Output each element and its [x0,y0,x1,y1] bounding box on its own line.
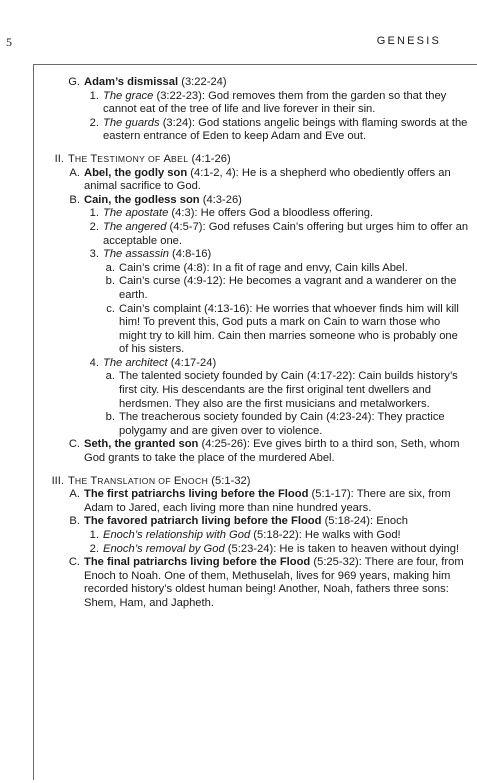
subsection-title: The favored patriarch living before the Flood [84,515,322,528]
subsection-ref: (5:1-17): There are six, from Adam to Jared, each living more than nine hundred years. [84,488,451,514]
subsection-text [84,167,470,194]
outline-subitem [40,370,470,411]
subsection [40,515,470,529]
subitem-letter: a. [105,370,115,383]
item-title: The architect [103,356,168,369]
item-body: (4:5-7): God refuses Cain’s offering but urges him to offer an acceptable one. [103,220,469,247]
item-number: 1. [89,207,99,220]
item-number: 1. [89,529,99,541]
section-gap [40,466,470,475]
subitem-letter: c. [106,302,115,315]
item-text [103,357,470,371]
item-body: (4:8-16) [168,248,212,261]
subsection-text [84,488,470,515]
subsection-text [84,515,470,529]
subsection-letter: A. [69,166,80,179]
subitem-text: Cain’s crime (4:8): In a fit of rage and envy, Cain kills Abel. [119,261,408,274]
outline-subitem [40,262,470,276]
outline-content [40,76,470,611]
subsection-letter: B. [69,193,80,206]
item-text [103,543,470,557]
section-title: THE TESTIMONY OF ABEL (4:1-26) [68,152,231,165]
item-number: 3. [89,248,99,261]
subsection [40,167,470,194]
subsection-letter: C. [68,438,80,451]
subsection [40,556,470,610]
item-body: (5:23-24): He is taken to heaven without dying! [224,542,460,555]
item-text [103,529,470,543]
subitem-text: Cain’s complaint (4:13-16): He worries that whoever finds him will kill him! To prevent this, God puts a mark on Cain to warn those who might try to kill him. Cain then marries someone who is probably one of his sisters. [119,302,459,356]
subsection-text [84,194,470,208]
subsection [40,194,470,208]
outline-subitem [40,303,470,357]
item-title: The angered [103,220,167,233]
subsection-title: Cain, the godless son [84,193,200,206]
subsection [40,488,470,515]
section-title: THE TRANSLATION OF ENOCH (5:1-32) [68,474,251,487]
subsection-letter: C. [68,556,80,569]
top-rule [33,64,477,65]
subsection-text [84,76,470,90]
section-heading [40,475,470,489]
outline-item [40,529,470,543]
subitem-text: The treacherous society founded by Cain (4:23-24): They practice polygamy and are given over to violence. [119,411,445,437]
subsection-ref: (4:1-2, 4): He is a shepherd who obediently offers an animal sacrifice to God. [84,166,451,193]
item-title: The assassin [103,248,169,261]
subsection-title: Abel, the godly son [84,166,188,179]
outline-item [40,248,470,262]
subitem-letter: a. [105,261,115,274]
section-heading [40,153,470,167]
item-title: Enoch’s removal by God [103,542,225,555]
subitem-text: The talented society founded by Cain (4:17-22): Cain builds history’s first city. His descendants are the first original tent dwellers and herdsmen. They also are the first musicians and metalworkers. [119,370,458,410]
section-numeral: III. [51,474,64,487]
subsection-text [84,438,470,465]
outline-item [40,543,470,557]
subitem-text: Cain’s curse (4:9-12): He becomes a vagrant and a wanderer on the earth. [119,275,457,301]
outline-item [40,357,470,371]
subsection [40,438,470,465]
item-body: (4:3): He offers God a bloodless offering. [168,207,374,220]
subsection-letter: G. [68,76,80,88]
item-number: 2. [89,220,99,233]
section-gap [40,144,470,153]
subsection-title: The final patriarchs living before the Flood [84,556,311,569]
item-number: 4. [89,356,99,369]
item-text [103,221,470,248]
item-title: The apostate [103,207,169,220]
subsection-ref: (4:25-26): Eve gives birth to a third son, Seth, whom God grants to take the place of the murdered Abel. [84,438,460,465]
subsection-ref: (4:3-26) [199,193,242,206]
section-numeral: II. [54,152,64,165]
subsection-ref: (5:18-24): Enoch [321,515,408,528]
subsection-ref: (3:22-24) [178,76,227,88]
item-title: The guards [103,116,160,129]
outline-subitem [40,411,470,438]
subsection-text [84,556,470,610]
page-header [0,0,477,60]
subitem-letter: b. [105,275,115,288]
left-rule [33,64,34,780]
subsection-title: Adam’s dismissal [84,76,179,88]
item-number: 2. [89,116,99,129]
subsection-title: Seth, the granted son [84,438,199,451]
subsection-letter: B. [69,515,80,528]
outline-item [40,90,470,117]
subitem-letter: b. [105,411,115,424]
subsection-ref: (5:25-32): There are four, from Enoch to Noah. One of them, Methuselah, lives for 969 years, making him recorded history’s oldest human being! Another, Noah, fathers three sons: Shem, Ham, and Japheth. [84,556,464,609]
item-text [103,117,470,144]
outline-item [40,117,470,144]
item-body: (4:17-24) [167,356,217,369]
item-number: 1. [89,89,99,102]
item-text [103,248,470,262]
page-number: 5 [6,35,12,49]
item-title: Enoch’s relationship with God [103,529,251,541]
item-text [103,90,470,117]
outline-item [40,207,470,221]
outline-item [40,221,470,248]
section-ref: (4:1-26) [188,152,231,165]
section-ref: (5:1-32) [208,474,251,487]
item-text [103,207,470,221]
subsection [40,76,470,90]
subsection-title: The first patriarchs living before the Flood [84,488,309,501]
outline-subitem [40,275,470,302]
item-title: The grace [103,89,154,102]
subsection-letter: A. [69,488,80,501]
item-body: (5:18-22): He walks with God! [250,529,401,541]
item-number: 2. [89,542,99,555]
item-body: (3:22-23): God removes them from the garden so that they cannot eat of the tree of life and live forever in their sin. [103,89,447,116]
item-body: (3:24): God stations angelic beings with flaming swords at the eastern entrance of Eden to keep Adam and Eve out. [103,116,468,143]
running-head: GENESIS [376,35,441,47]
